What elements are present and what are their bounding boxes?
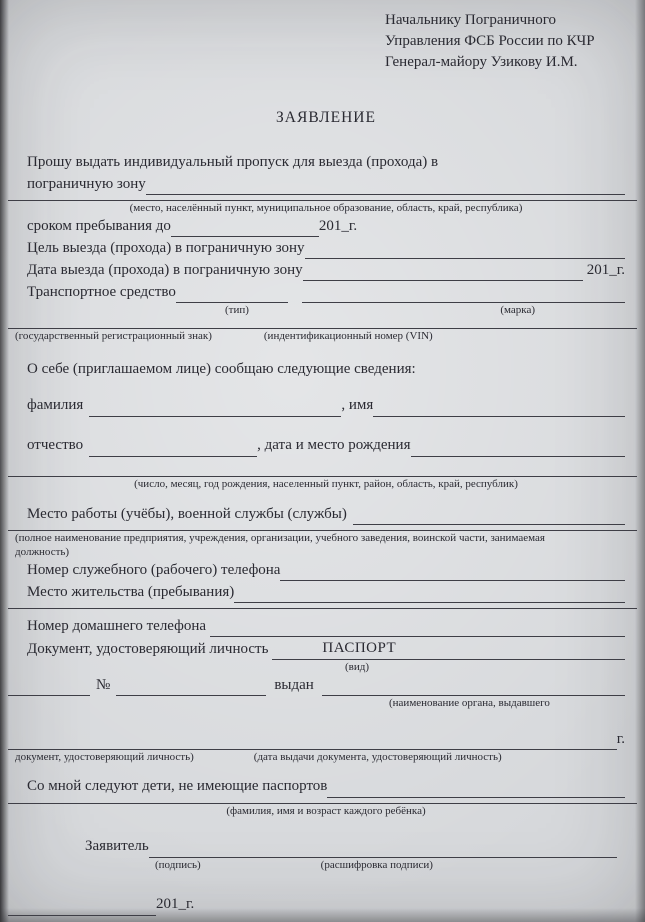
issued-label: выдан [274, 677, 314, 693]
issue-year-letter: г. [616, 731, 625, 747]
recipient-line: Генерал-майору Узикову И.М. [385, 54, 578, 70]
purpose-row [27, 237, 625, 259]
vehicle-id-captions [15, 329, 625, 343]
home-phone-row [27, 615, 625, 637]
id-number-blank [116, 695, 266, 696]
residence-blank [234, 602, 625, 603]
recipient-line: Начальнику Пограничного [385, 12, 556, 28]
id-document-blank-left [272, 659, 318, 660]
name-blank [373, 416, 625, 417]
date-blank [8, 915, 156, 916]
work-caption-line2: должность) [15, 546, 70, 558]
birth-label: , дата и место рождения [257, 437, 411, 453]
entry-date-year-suffix: 201_г. [586, 262, 625, 278]
id-number-label: № [96, 677, 111, 693]
id-series-blank [8, 695, 90, 696]
work-phone-blank [280, 580, 625, 581]
id-document-row [27, 637, 625, 660]
date-year-suffix: 201_г. [156, 896, 195, 912]
vehicle-type-caption: (тип) [225, 304, 249, 316]
home-phone-blank [210, 636, 625, 637]
purpose-label: Цель выезда (прохода) в пограничную зону [27, 240, 305, 256]
patronymic-birth-row [27, 433, 625, 457]
children-row [27, 774, 625, 798]
vin-caption: (индентификационный номер (VIN) [263, 330, 433, 342]
work-label: Место работы (учёбы), военной службы (службы) [27, 506, 347, 522]
birth-caption: (число, месяц, год рождения, населенный пункт, район, область, край, республик) [134, 478, 518, 490]
issuer-caption-line1: (наименование органа, выдавшего [389, 697, 550, 709]
vehicle-captions [27, 303, 625, 317]
surname-name-row [27, 393, 625, 417]
recipient-line: Управления ФСБ России по КЧР [385, 33, 595, 49]
residence-label: Место жительства (пребывания) [27, 584, 235, 600]
children-caption: (фамилия, имя и возраст каждого ребёнка) [226, 805, 426, 817]
work-caption-line1: (полное наименование предприятия, учреждения, организации, учебного заведения, воинской части, занимаемая [15, 532, 545, 544]
surname-blank [89, 416, 341, 417]
border-zone-label: пограничную зону [27, 176, 146, 192]
signature-captions-row [27, 858, 625, 872]
work-row [27, 503, 625, 525]
children-blank [327, 797, 625, 798]
residence-row [27, 581, 625, 603]
recipient-block [385, 10, 623, 73]
request-line1: Прошу выдать индивидуальный пропуск для выезда (прохода) в [27, 154, 439, 170]
request-paragraph [27, 152, 625, 195]
issuer-caption-line2: документ, удостоверяющий личность) [15, 751, 194, 763]
vehicle-row [27, 281, 625, 303]
entry-date-row [27, 259, 625, 281]
birth-blank [411, 456, 626, 457]
purpose-blank [305, 258, 625, 259]
vehicle-brand-caption: (марка) [500, 304, 535, 316]
name-label: , имя [341, 397, 374, 413]
id-kind-caption: (вид) [345, 661, 370, 673]
entry-date-label: Дата выезда (прохода) в пограничную зону [27, 262, 303, 278]
applicant-row [85, 834, 625, 858]
applicant-label: Заявитель [85, 838, 149, 854]
work-phone-row [27, 559, 625, 581]
reg-plate-caption: (государственный регистрационный знак) [15, 330, 212, 342]
stay-period-row [27, 215, 625, 237]
number-issued-row [27, 674, 625, 696]
residence-continuation-blank [8, 603, 637, 609]
entry-date-blank [303, 280, 583, 281]
about-heading: О себе (приглашаемом лице) сообщаю следующие сведения: [27, 361, 416, 377]
patronymic-label: отчество [27, 437, 84, 453]
signature-caption: (подпись) [155, 859, 201, 871]
place-caption: (место, населённый пункт, муниципальное образование, область, край, республика) [129, 202, 523, 214]
stay-period-label: сроком пребывания до [27, 218, 171, 234]
work-phone-label: Номер служебного (рабочего) телефона [27, 562, 281, 578]
issue-date-caption: (дата выдачи документа, удостоверяющий личность) [253, 751, 502, 763]
border-zone-blank [146, 194, 625, 195]
issuer-captions-row [15, 750, 625, 764]
surname-label: фамилия [27, 397, 84, 413]
home-phone-label: Номер домашнего телефона [27, 618, 207, 634]
id-document-blank-right [400, 659, 625, 660]
signature-name-caption: (расшифровка подписи) [320, 859, 433, 871]
vehicle-label: Транспортное средство [27, 284, 176, 300]
work-blank [353, 524, 625, 525]
date-row [27, 892, 625, 916]
issuer-continuation-row [27, 728, 625, 750]
stay-year-suffix: 201_г. [318, 218, 358, 234]
id-document-label: Документ, удостоверяющий личность [27, 641, 269, 657]
id-document-value: ПАСПОРТ [318, 637, 400, 660]
children-label: Со мной следуют дети, не имеющие паспортов [27, 778, 328, 794]
document-title: ЗАЯВЛЕНИЕ [276, 109, 376, 126]
patronymic-blank [89, 456, 257, 457]
